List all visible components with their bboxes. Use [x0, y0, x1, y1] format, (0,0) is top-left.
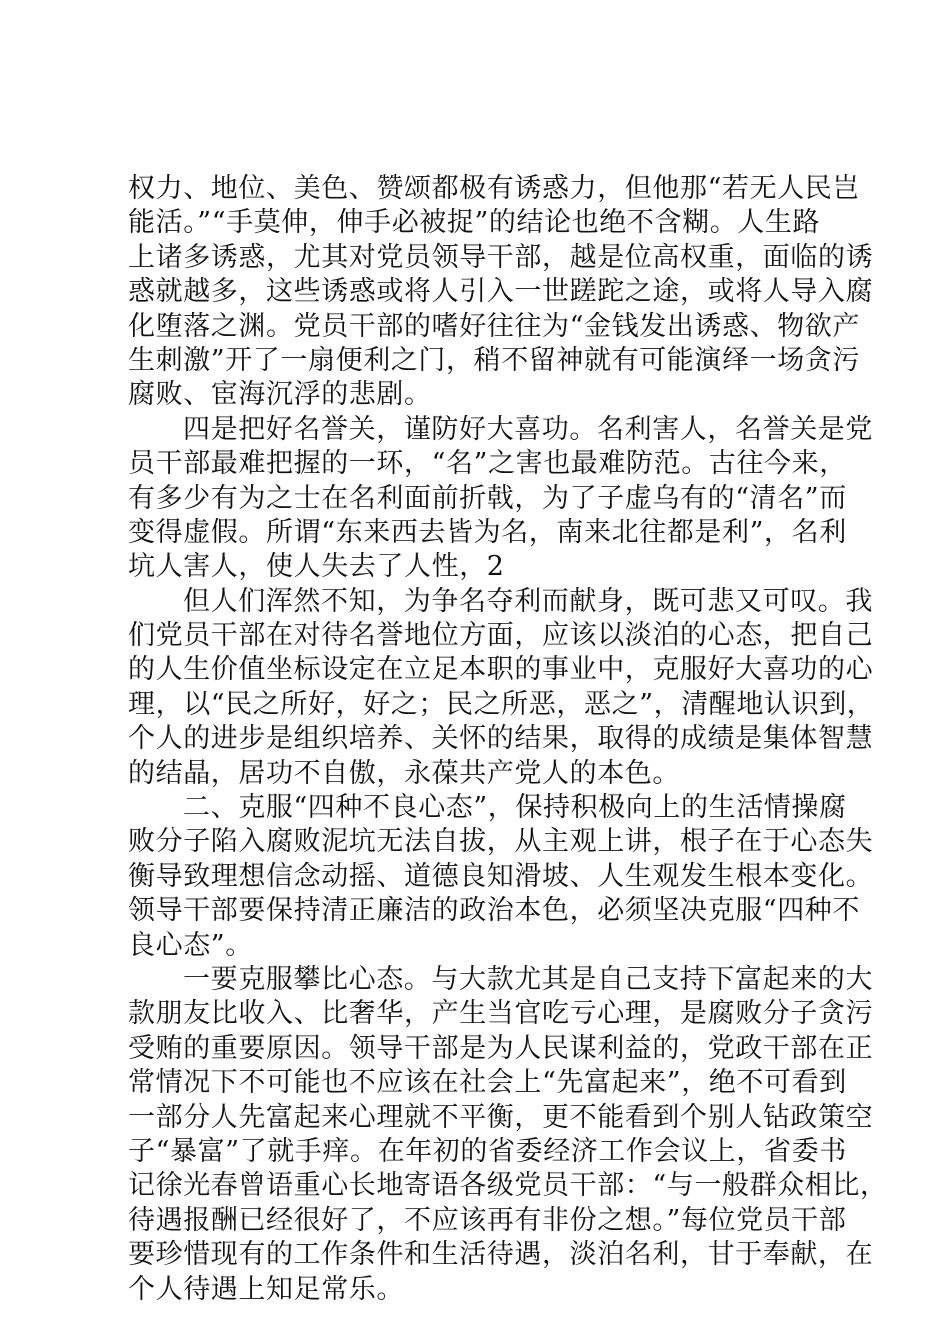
text-line: 腐败、宦海沉浮的悲剧。 [128, 379, 432, 411]
text-line: 个人待遇上知足常乐。 [128, 1273, 404, 1305]
text-line: 上诸多诱惑，尤其对党员领导干部，越是位高权重，面临的诱 [128, 241, 874, 273]
body-text [128, 172, 888, 1307]
text-line: 款朋友比收入、比奢华，产生当官吃亏心理，是腐败分子贪污 [128, 998, 874, 1030]
text-line: 员干部最难把握的一环，“名”之害也最难防范。古往今来， [128, 448, 847, 480]
text-line: 理，以“民之所好，好之；民之所恶，恶之”，清醒地认识到， [128, 688, 875, 720]
text-line: 的人生价值坐标设定在立足本职的事业中，克服好大喜功的心 [128, 654, 874, 686]
text-line: 能活。”“手莫伸，伸手必被捉”的结论也绝不含糊。人生路 [128, 207, 821, 239]
text-line: 变得虚假。所谓“东来西去皆为名，南来北往都是利”，名利 [128, 516, 847, 548]
text-line: 们党员干部在对待名誉地位方面，应该以淡泊的心态，把自己 [128, 620, 874, 652]
paragraph-start-line: 二、克服“四种不良心态”，保持积极向上的生活情操腐 [183, 792, 847, 824]
text-line: 惑就越多，这些诱惑或将人引入一世蹉跎之途，或将人导入腐 [128, 276, 874, 308]
text-line: 要珍惜现有的工作条件和生活待遇，淡泊名利，甘于奉献，在 [128, 1239, 874, 1271]
text-line: 化堕落之渊。党员干部的嗜好往往为“金钱发出诱惑、物欲产 [128, 310, 861, 342]
paragraph-start-line: 四是把好名誉关，谨防好大喜功。名利害人，名誉关是党 [183, 413, 873, 445]
text-line: 权力、地位、美色、赞颂都极有诱惑力，但他那“若无人民岂 [128, 173, 861, 204]
text-line: 受贿的重要原因。领导干部是为人民谋利益的，党政干部在正 [128, 1032, 874, 1064]
text-line: 的结晶，居功不自傲，永葆共产党人的本色。 [128, 757, 680, 789]
text-line: 待遇报酬已经很好了，不应该再有非份之想。”每位党员干部 [128, 1204, 847, 1236]
text-line: 生刺激”开了一扇便利之门，稍不留神就有可能演绎一场贪污 [128, 344, 861, 376]
text-line: 领导干部要保持清正廉洁的政治本色，必须坚决克服“四种不 [128, 895, 861, 927]
paragraph-start-line: 一要克服攀比心态。与大款尤其是自己支持下富起来的大 [183, 963, 873, 995]
text-line: 记徐光春曾语重心长地寄语各级党员干部：“与一般群众相比， [128, 1170, 888, 1202]
text-line: 一部分人先富起来心理就不平衡，更不能看到个别人钻政策空 [128, 1101, 874, 1133]
text-line: 子“暴富”了就手痒。在年初的省委经济工作会议上，省委书 [128, 1135, 847, 1167]
text-line: 坑人害人，使人失去了人性，2 [128, 551, 505, 583]
text-line: 良心态”。 [128, 929, 253, 961]
text-line: 个人的进步是组织培养、关怀的结果，取得的成绩是集体智慧 [128, 723, 874, 755]
text-line: 有多少有为之士在名利面前折戟，为了子虚乌有的“清名”而 [128, 482, 847, 514]
paragraph-start-line: 但人们浑然不知，为争名夺利而献身，既可悲又可叹。我 [183, 585, 873, 617]
text-line: 常情况下不可能也不应该在社会上“先富起来”，绝不可看到 [128, 1067, 847, 1099]
text-line: 衡导致理想信念动摇、道德良知滑坡、人生观发生根本变化。 [128, 860, 874, 892]
text-line: 败分子陷入腐败泥坑无法自拔，从主观上讲，根子在于心态失 [128, 826, 874, 858]
